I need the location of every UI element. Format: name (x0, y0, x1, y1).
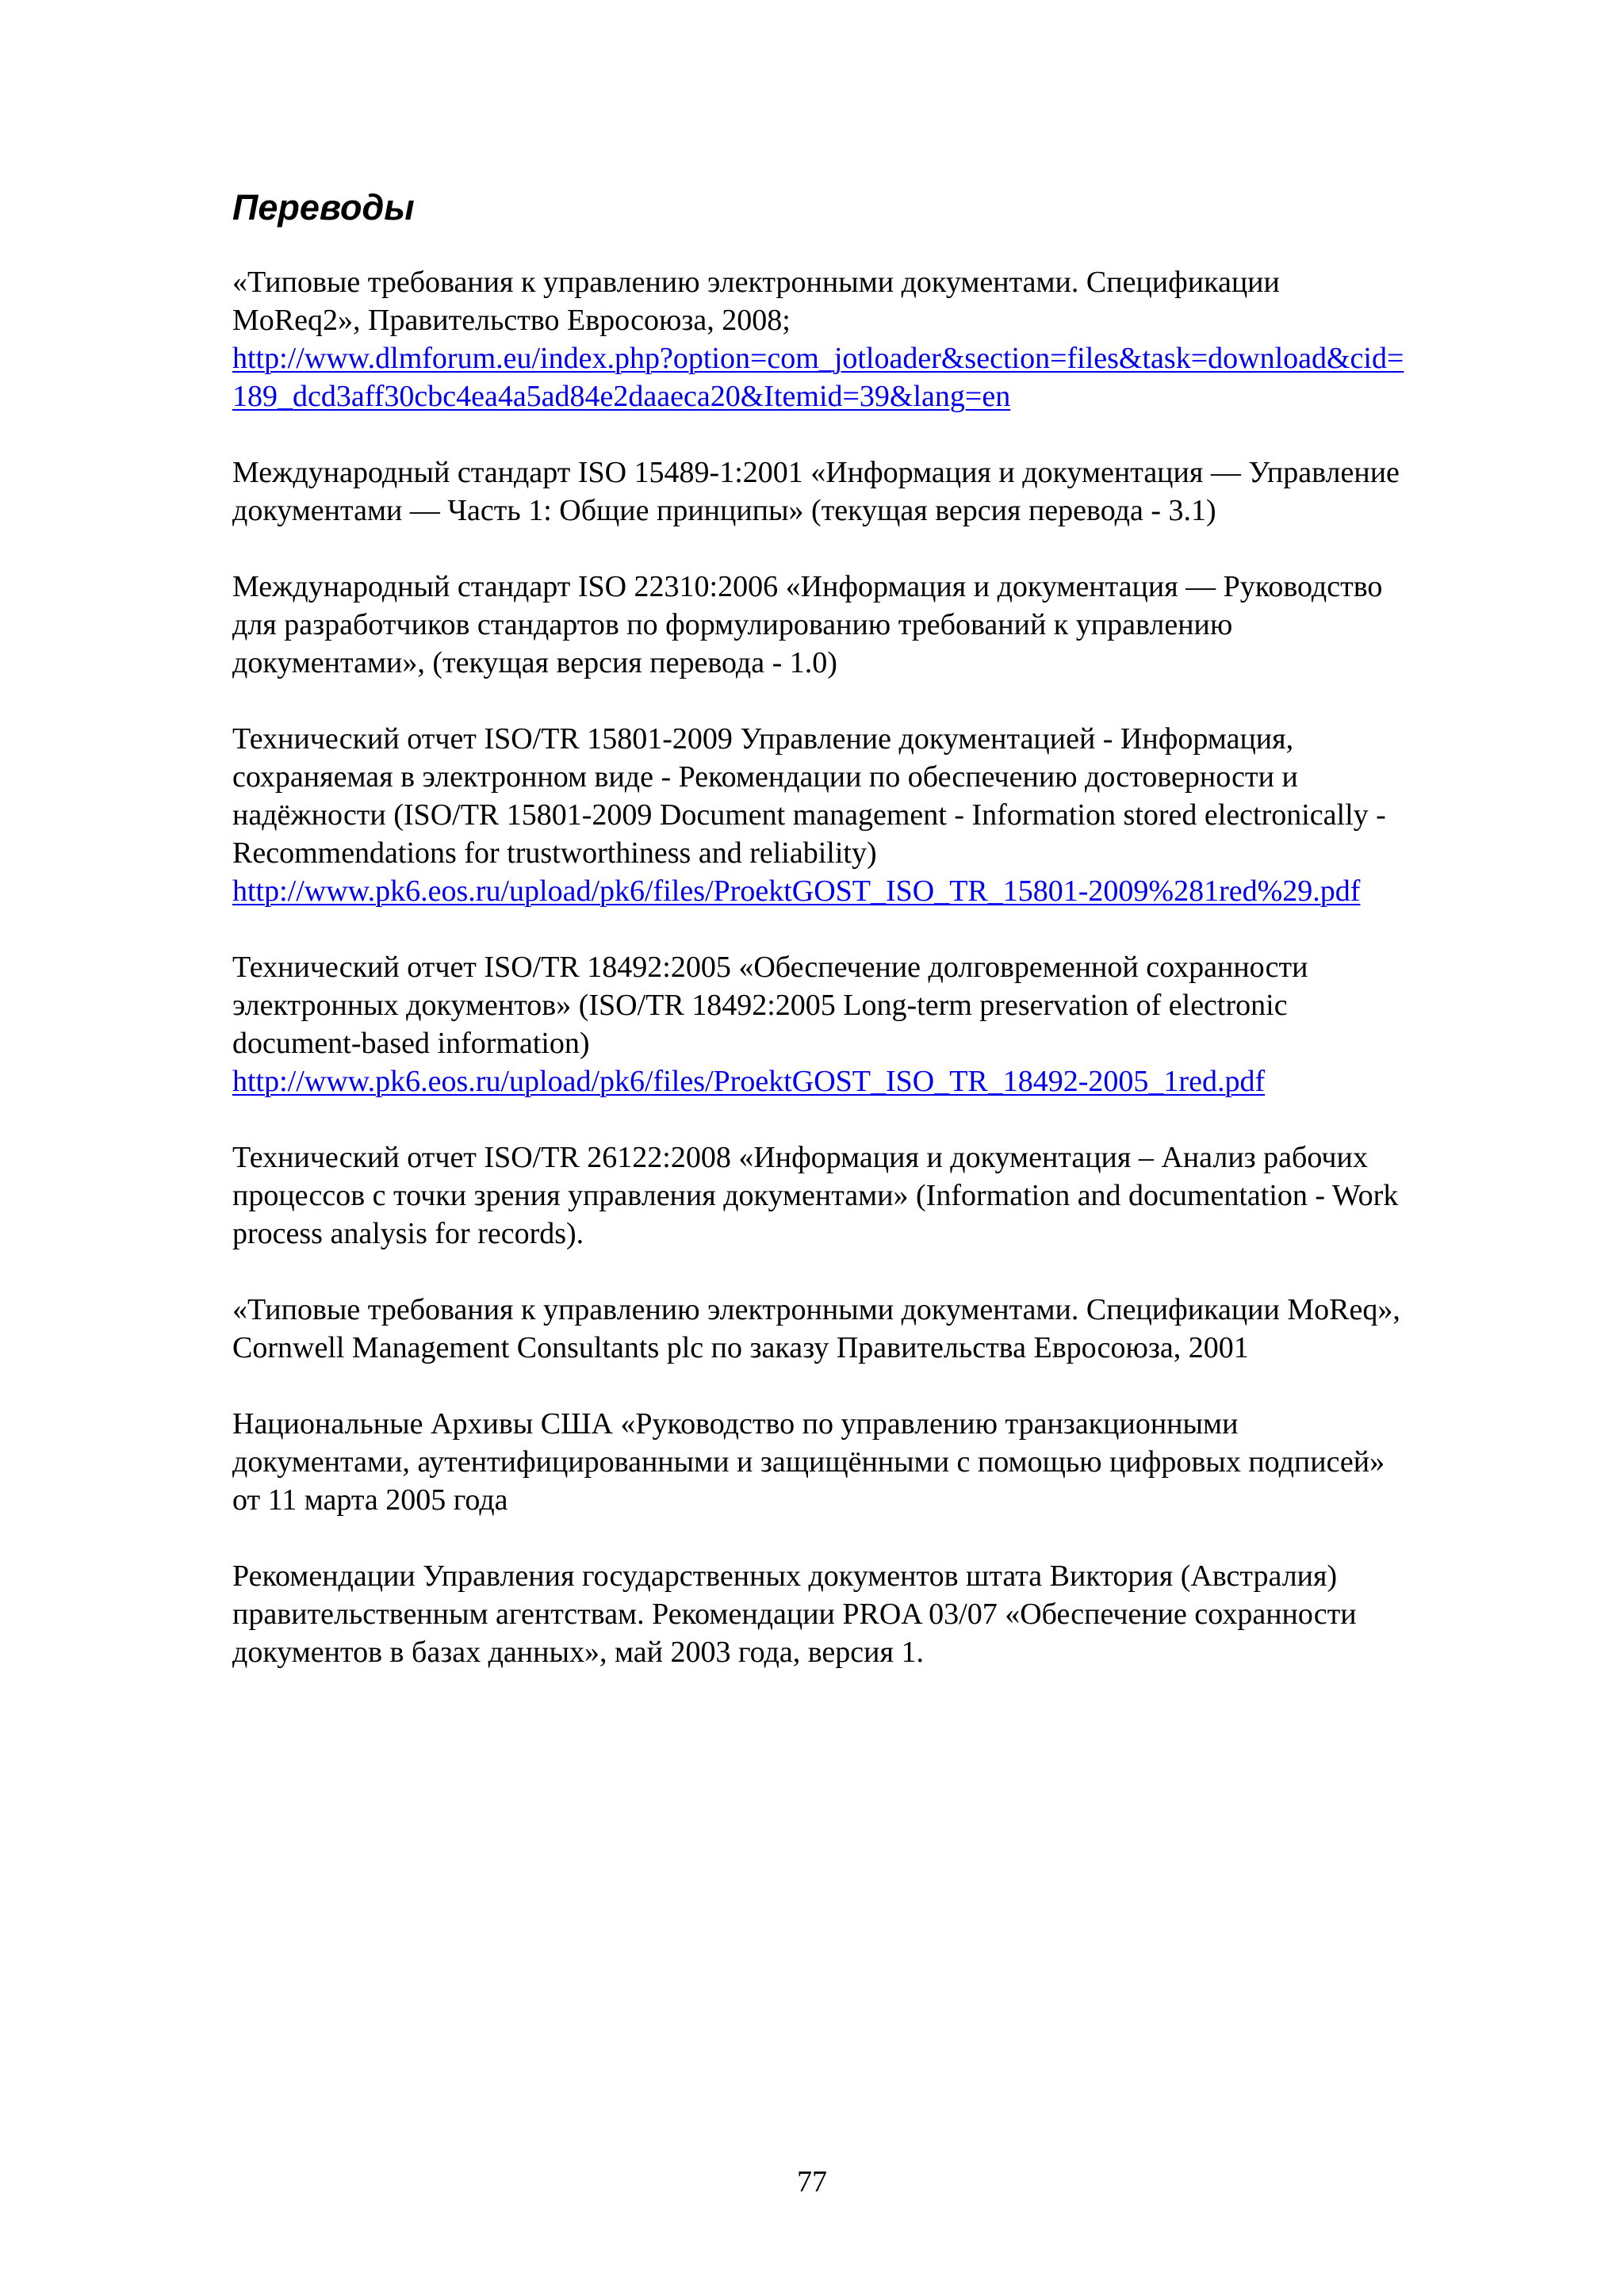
reference-text-line: для разработчиков стандартов по формулированию требований к управлению (232, 608, 1233, 641)
reference-url-link[interactable]: 189_dcd3aff30cbc4ea4a5ad84e2daaeca20&Itemid=39&lang=en (232, 380, 1011, 413)
reference-text-line: Национальные Архивы США «Руководство по управлению транзакционными (232, 1407, 1239, 1441)
reference-list (232, 263, 1549, 1709)
reference-text-line: документами — Часть 1: Общие принципы» (текущая версия перевода - 3.1) (232, 494, 1216, 527)
reference-entry (232, 1138, 1549, 1253)
reference-text-line: сохраняемая в электронном виде - Рекомендации по обеспечению достоверности и (232, 760, 1298, 794)
reference-url-link[interactable]: http://www.dlmforum.eu/index.php?option=com_jotloader&section=files&task=download&cid= (232, 342, 1404, 375)
reference-text-line: Международный стандарт ISO 15489-1:2001 «Информация и документация — Управление (232, 456, 1400, 489)
reference-entry (232, 568, 1549, 682)
reference-url-link[interactable]: http://www.pk6.eos.ru/upload/pk6/files/ProektGOST_ISO_TR_15801-2009%281red%29.pdf (232, 874, 1361, 908)
reference-text-line: Рекомендации Управления государственных документов штата Виктория (Австралия) (232, 1559, 1338, 1593)
reference-text-line: «Типовые требования к управлению электронными документами. Спецификации MoReq», (232, 1293, 1400, 1326)
reference-text-line: process analysis for records). (232, 1217, 584, 1250)
reference-text-line: Технический отчет ISO/TR 26122:2008 «Информация и документация – Анализ рабочих (232, 1141, 1368, 1174)
reference-text-line: документами», (текущая версия перевода - 1.0) (232, 646, 837, 679)
page-number: 77 (797, 2165, 827, 2198)
reference-url-link[interactable]: http://www.pk6.eos.ru/upload/pk6/files/ProektGOST_ISO_TR_18492-2005_1red.pdf (232, 1065, 1266, 1098)
section-heading: Переводы (232, 187, 415, 228)
reference-entry (232, 263, 1549, 415)
reference-text-line: Recommendations for trustworthiness and reliability) (232, 836, 877, 870)
reference-text-line: Международный стандарт ISO 22310:2006 «Информация и документация — Руководство (232, 570, 1383, 603)
reference-text-line: документами, аутентифицированными и защищёнными с помощью цифровых подписей» (232, 1445, 1385, 1479)
reference-text-line: от 11 марта 2005 года (232, 1483, 508, 1517)
reference-entry (232, 948, 1549, 1100)
reference-text-line: правительственным агентствам. Рекомендации PROA 03/07 «Обеспечение сохранности (232, 1598, 1357, 1631)
reference-text-line: Технический отчет ISO/TR 18492:2005 «Обеспечение долговременной сохранности (232, 951, 1308, 984)
reference-text-line: Технический отчет ISO/TR 15801-2009 Управление документацией - Информация, (232, 722, 1294, 756)
reference-entry (232, 453, 1549, 530)
reference-text-line: надёжности (ISO/TR 15801-2009 Document management - Information stored electronically - (232, 798, 1386, 832)
reference-text-line: процессов с точки зрения управления документами» (Information and documentation - Work (232, 1179, 1399, 1212)
reference-text-line: электронных документов» (ISO/TR 18492:2005 Long-term preservation of electronic (232, 989, 1288, 1022)
reference-text-line: document-based information) (232, 1027, 590, 1060)
reference-entry (232, 720, 1549, 910)
reference-entry (232, 1557, 1549, 1671)
reference-text-line: «Типовые требования к управлению электронными документами. Спецификации (232, 266, 1280, 299)
reference-text-line: MoReq2», Правительство Евросоюза, 2008; (232, 304, 791, 337)
reference-text-line: документов в базах данных», май 2003 года, версия 1. (232, 1636, 924, 1669)
reference-entry (232, 1405, 1549, 1519)
reference-text-line: Cornwell Management Consultants plc по заказу Правительства Евросоюза, 2001 (232, 1331, 1249, 1364)
reference-entry (232, 1291, 1549, 1367)
